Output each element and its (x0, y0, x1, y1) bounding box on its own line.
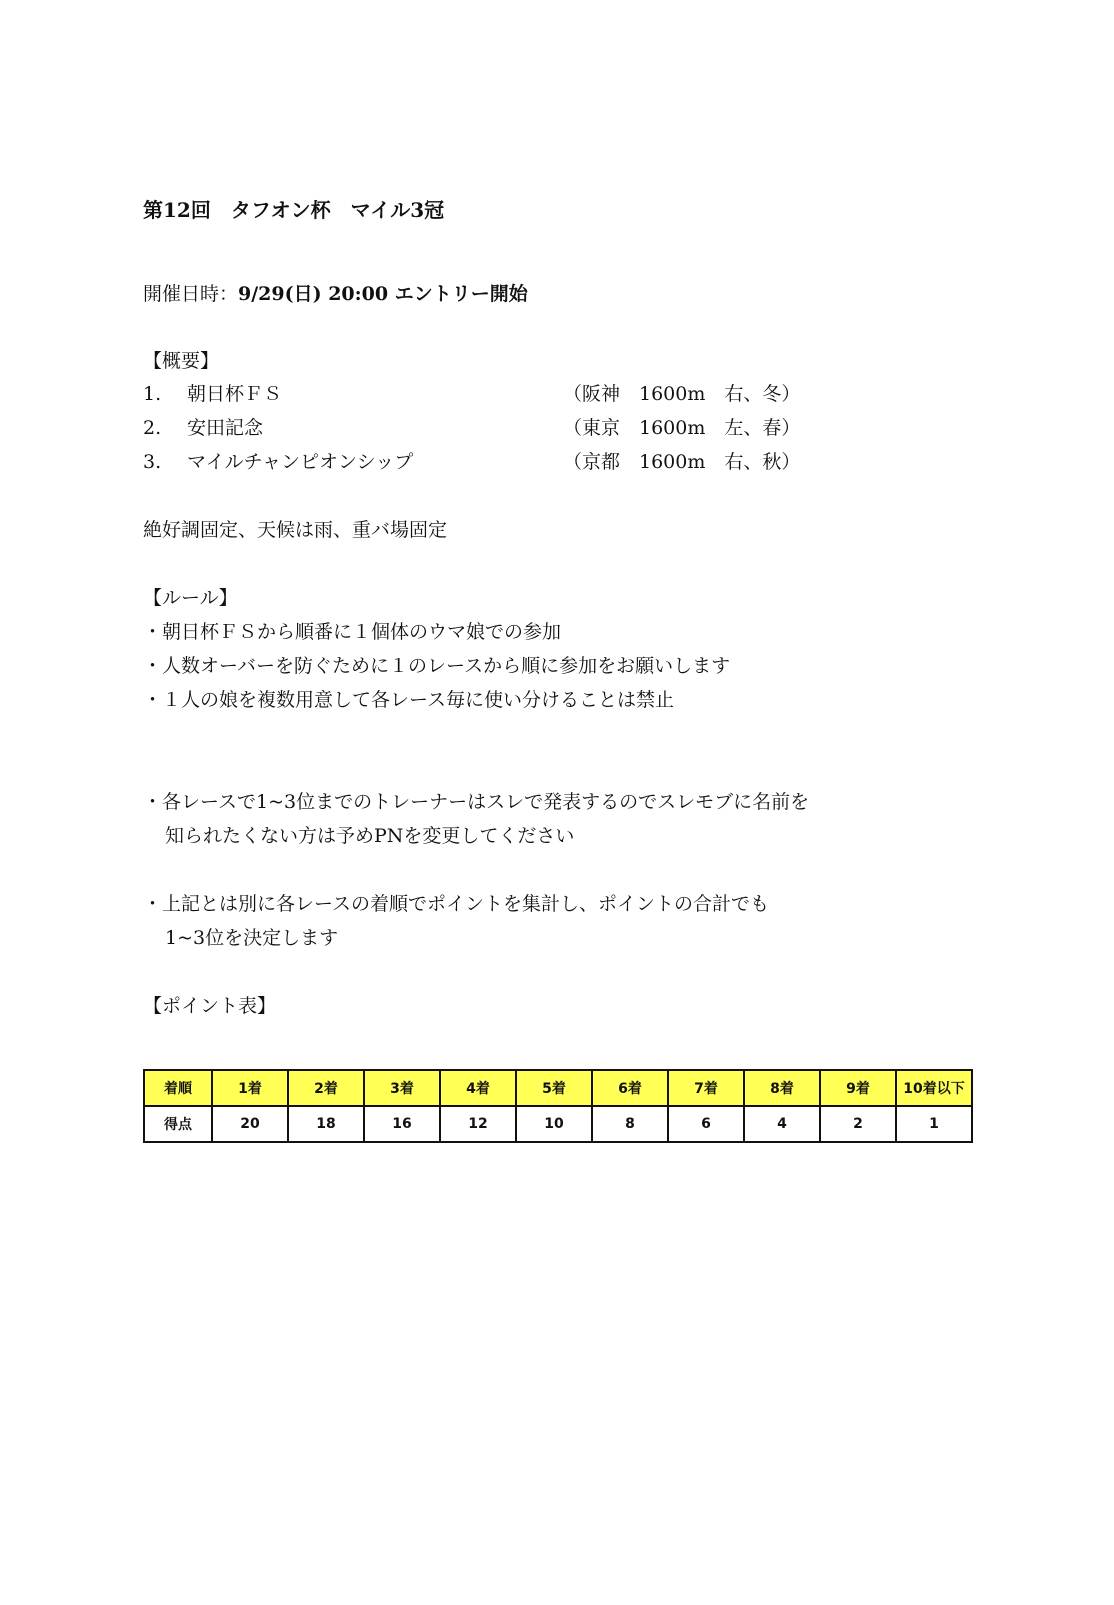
overview-heading: 【概要】 (143, 350, 220, 372)
race-name: マイルチャンピオンシップ (187, 451, 414, 473)
event-date-value: 9/29(日) 20:00 エントリー開始 (238, 283, 528, 305)
rule-item: ・１人の娘を複数用意して各レース毎に使い分けることは禁止 (143, 689, 675, 711)
event-date-label: 開催日時： (143, 283, 239, 305)
row-label-place: 着順 (144, 1070, 212, 1106)
place-cell: 3着 (364, 1070, 440, 1106)
score-cell: 12 (440, 1106, 516, 1142)
points-rule-line2: 1~3位を決定します (165, 927, 339, 949)
race-item (143, 415, 800, 441)
score-cell: 1 (896, 1106, 972, 1142)
race-name: 朝日杯ＦＳ (187, 383, 283, 405)
place-cell: 2着 (288, 1070, 364, 1106)
score-cell: 2 (820, 1106, 896, 1142)
rule-item: ・朝日杯ＦＳから順番に１個体のウマ娘での参加 (143, 621, 562, 643)
race-detail: （京都 1600m 右、秋） (563, 451, 801, 473)
score-cell: 8 (592, 1106, 668, 1142)
points-table (143, 1069, 973, 1143)
announce-rule-line1: ・各レースで1~3位までのトレーナーはスレで発表するのでスレモブに名前を (143, 791, 810, 813)
place-cell: 8着 (744, 1070, 820, 1106)
announce-rule-line2: 知られたくない方は予めPNを変更してください (165, 825, 575, 847)
place-cell: 10着以下 (896, 1070, 972, 1106)
place-cell: 9着 (820, 1070, 896, 1106)
race-condition: 絶好調固定、天候は雨、重バ場固定 (143, 519, 448, 541)
document-title: 第12回 タフオン杯 マイル3冠 (143, 198, 445, 222)
race-detail: （阪神 1600m 右、冬） (563, 383, 801, 405)
place-cell: 6着 (592, 1070, 668, 1106)
rule-item: ・人数オーバーを防ぐために１のレースから順に参加をお願いします (143, 655, 731, 677)
score-cell: 20 (212, 1106, 288, 1142)
place-cell: 5着 (516, 1070, 592, 1106)
score-cell: 4 (744, 1106, 820, 1142)
place-cell: 4着 (440, 1070, 516, 1106)
points-table-heading: 【ポイント表】 (143, 995, 277, 1017)
place-cell: 1着 (212, 1070, 288, 1106)
race-number: 3. (143, 451, 162, 473)
table-header-row (144, 1070, 972, 1106)
table-row (144, 1106, 972, 1142)
race-detail: （東京 1600m 左、春） (563, 417, 801, 439)
race-item (143, 381, 800, 407)
score-cell: 16 (364, 1106, 440, 1142)
event-date (143, 281, 528, 307)
race-number: 1. (143, 383, 162, 405)
race-name: 安田記念 (187, 417, 264, 439)
race-item (143, 449, 800, 475)
row-label-score: 得点 (144, 1106, 212, 1142)
race-number: 2. (143, 417, 162, 439)
rules-heading: 【ルール】 (143, 587, 238, 609)
points-rule-line1: ・上記とは別に各レースの着順でポイントを集計し、ポイントの合計でも (143, 893, 770, 915)
score-cell: 10 (516, 1106, 592, 1142)
score-cell: 6 (668, 1106, 744, 1142)
place-cell: 7着 (668, 1070, 744, 1106)
score-cell: 18 (288, 1106, 364, 1142)
